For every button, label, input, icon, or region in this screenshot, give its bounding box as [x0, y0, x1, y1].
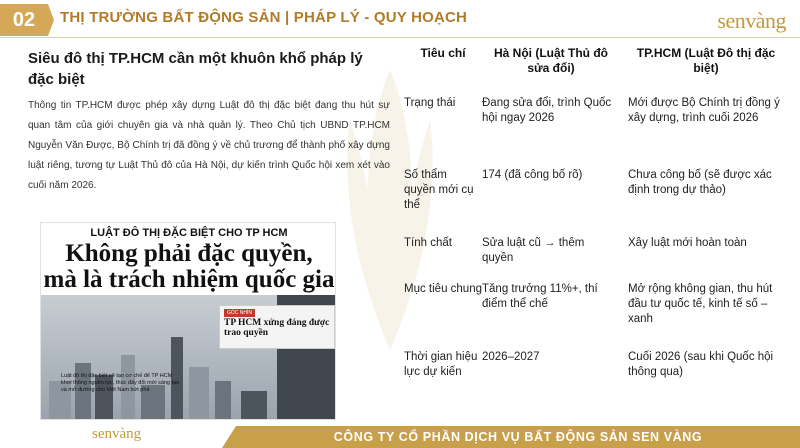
brand-logo: senvàng — [717, 8, 786, 33]
headline-line-1: Không phải đặc quyền, — [65, 240, 313, 267]
building — [241, 391, 267, 420]
table-header-criterion: Tiêu chí — [420, 46, 466, 60]
city-skyline-photo — [41, 295, 336, 420]
table-cell-criterion: Thời gian hiệu lực dự kiến — [404, 351, 478, 378]
table-header-hcm: TP.HCM (Luật Đô thị đặc biệt) — [636, 46, 776, 75]
building — [215, 381, 231, 420]
newspaper-headline — [41, 241, 336, 293]
article-body: Thông tin TP.HCM được phép xây dựng Luật đô thị đặc biệt đang thu hút sự quan tâm của giới chuyên gia và nhà quản lý. Theo Chủ tịch UBND TP.HCM Nguyễn Văn Được, Bộ Chính trị đã đồng ý về chủ trương để thành phố xây dựng luật riêng, tương tự Luật Thủ đô của Hà Nội, dự kiến trình Quốc hội xem xét vào cuối năm 2026. — [28, 100, 390, 191]
footer-company-name: CÔNG TY CỔ PHẦN DỊCH VỤ BẤT ĐỘNG SẢN SEN VÀNG — [333, 430, 703, 444]
newspaper-caption: Luật đô thị đặc biệt sẽ tạo cơ chế để TP HCM khơi thông nguồn lực, thúc đẩy đổi mới sáng tạo và mở đường cho Việt Nam bứt phá — [61, 373, 180, 393]
table-cell-hanoi: 174 (đã công bố rõ) — [482, 169, 583, 181]
table-cell-hcm: Mới được Bộ Chính trị đồng ý xây dựng, trình cuối 2026 — [628, 97, 780, 124]
newspaper-kicker: LUẬT ĐÔ THỊ ĐẶC BIỆT CHO TP HCM — [90, 227, 288, 239]
table-cell-criterion: Tính chất — [404, 237, 452, 249]
slide-header — [0, 0, 800, 40]
newspaper-inset — [219, 305, 335, 349]
footer-logo: senvàng — [92, 426, 142, 442]
badge-arrow — [48, 4, 54, 36]
table-cell-hcm: Chưa công bố (sẽ được xác định trong dự thảo) — [628, 169, 772, 196]
table-cell-criterion: Trạng thái — [404, 97, 456, 109]
inset-text: TP HCM xứng đáng được trao quyền — [224, 318, 330, 338]
newspaper-clipping-image — [40, 222, 336, 420]
table-header-hanoi: Hà Nội (Luật Thủ đô sửa đổi) — [494, 46, 608, 75]
header-divider — [0, 37, 800, 38]
section-number-badge: 02 — [0, 4, 48, 36]
section-title: THỊ TRƯỜNG BẤT ĐỘNG SẢN | PHÁP LÝ - QUY HOẠCH — [60, 9, 468, 26]
inset-tag: GÓC NHÌN — [224, 309, 255, 317]
table-cell-hcm: Mở rộng không gian, thu hút đầu tư quốc tế, kinh tế số – xanh — [628, 283, 773, 325]
table-cell-hanoi: 2026–2027 — [482, 351, 540, 363]
building — [189, 367, 209, 420]
article-title: Siêu đô thị TP.HCM cần một khuôn khổ pháp lý đặc biệt — [28, 50, 363, 88]
table-cell-criterion: Mục tiêu chung — [404, 283, 482, 295]
table-cell-hcm: Xây luật mới hoàn toàn — [628, 237, 747, 249]
table-cell-hanoi: Đang sửa đổi, trình Quốc hội ngay 2026 — [482, 97, 612, 124]
table-cell-hanoi: Sửa luật cũ → thêm quyền — [482, 237, 585, 264]
table-cell-criterion: Số thẩm quyền mới cụ thể — [404, 169, 474, 211]
headline-line-2: mà là trách nhiệm quốc gia — [43, 266, 335, 293]
table-cell-hanoi: Tăng trưởng 11%+, thí điểm thể chế — [482, 283, 598, 310]
table-cell-hcm: Cuối 2026 (sau khi Quốc hội thông qua) — [628, 351, 774, 378]
